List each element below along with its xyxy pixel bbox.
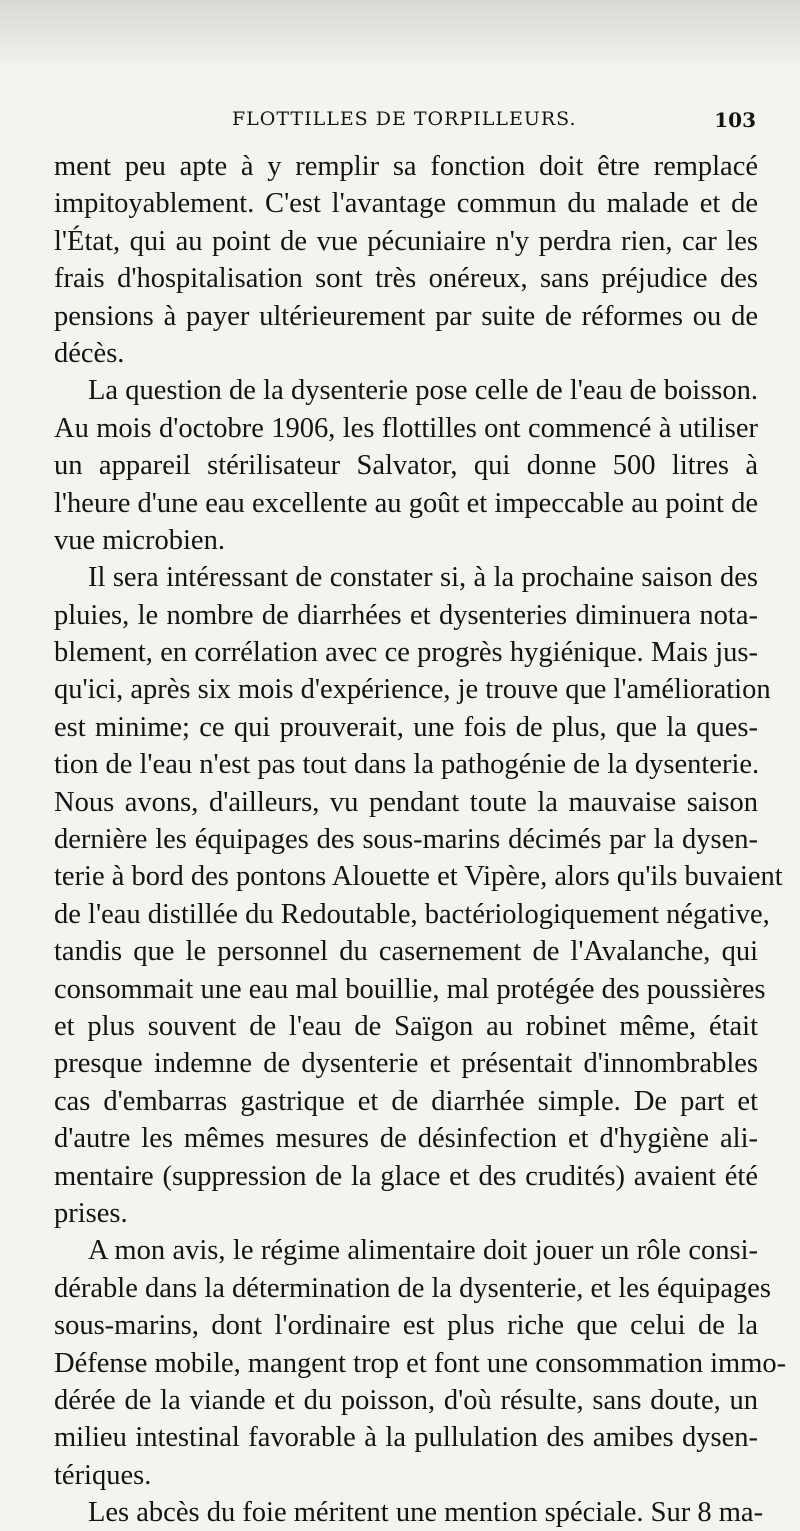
text-line: Au mois d'octobre 1906, les flottilles ont commencé à utiliser [54, 412, 758, 444]
text-line: de l'eau distillée du Redoutable, bactériologiquement négative, [54, 898, 770, 930]
text-line: prises. [54, 1197, 128, 1229]
text-line: décès. [54, 337, 125, 369]
text-line: l'heure d'une eau excellente au goût et impeccable au point de [54, 487, 758, 519]
text-line: est minime; ce qui prouverait, une fois de plus, que la ques- [54, 711, 758, 743]
body-text [54, 148, 787, 1531]
paragraph-start-line: Les abcès du foie méritent une mention spéciale. Sur 8 ma- [88, 1497, 764, 1529]
text-line: ment peu apte à y remplir sa fonction doit être remplacé [54, 151, 758, 182]
paragraph-start-line: La question de la dysenterie pose celle de l'eau de boisson. [88, 375, 758, 407]
paragraph-start-line: Il sera intéressant de constater si, à la prochaine saison des [88, 562, 758, 594]
text-line: pensions à payer ultérieurement par suite de réformes ou de [54, 300, 758, 332]
text-line: un appareil stérilisateur Salvator, qui donne 500 litres à [54, 450, 758, 482]
text-line: consommait une eau mal bouillie, mal protégée des poussières [54, 973, 766, 1005]
text-line: tériques. [54, 1459, 152, 1491]
text-line: Nous avons, d'ailleurs, vu pendant toute la mauvaise saison [54, 786, 758, 818]
text-line: dernière les équipages des sous-marins décimés par la dysen- [54, 824, 758, 856]
text-line: terie à bord des pontons Alouette et Vipère, alors qu'ils buvaient [54, 861, 783, 893]
text-line: tion de l'eau n'est pas tout dans la pathogénie de la dysenterie. [54, 749, 760, 781]
text-line: mentaire (suppression de la glace et des crudités) avaient été [54, 1160, 758, 1192]
text-line: cas d'embarras gastrique et de diarrhée simple. De part et [54, 1085, 758, 1117]
running-header [54, 108, 764, 142]
text-line: et plus souvent de l'eau de Saïgon au robinet même, était [54, 1010, 758, 1042]
text-line: frais d'hospitalisation sont très onéreux, sans préjudice des [54, 263, 758, 295]
page-edge-shadow [0, 0, 800, 70]
text-line: pluies, le nombre de diarrhées et dysenteries diminuera nota- [54, 599, 758, 631]
text-line: qu'ici, après six mois d'expérience, je trouve que l'amélioration [54, 674, 771, 706]
text-line: dérée de la viande et du poisson, d'où résulte, sans doute, un [54, 1384, 758, 1416]
paragraph-start-line: A mon avis, le régime alimentaire doit jouer un rôle consi- [88, 1235, 758, 1267]
text-line: milieu intestinal favorable à la pullulation des amibes dysen- [54, 1422, 758, 1454]
text-line: d'autre les mêmes mesures de désinfection et d'hygiène ali- [54, 1123, 758, 1155]
running-title: FLOTTILLES DE TORPILLEURS. [232, 108, 577, 130]
text-line: presque indemne de dysenterie et présentait d'innombrables [54, 1048, 758, 1080]
text-line: impitoyablement. C'est l'avantage commun du malade et de [54, 188, 758, 220]
text-line: Défense mobile, mangent trop et font une consommation immo- [54, 1347, 787, 1379]
text-line: tandis que le personnel du casernement de l'Avalanche, qui [54, 936, 758, 968]
page-number: 103 [714, 108, 756, 132]
text-line: sous-marins, dont l'ordinaire est plus riche que celui de la [54, 1310, 758, 1342]
text-line: dérable dans la détermination de la dysenterie, et les équipages [54, 1272, 771, 1304]
text-line: blement, en corrélation avec ce progrès hygiénique. Mais jus- [54, 637, 758, 669]
text-line: l'État, qui au point de vue pécuniaire n'y perdra rien, car les [54, 225, 758, 257]
text-line: vue microbien. [54, 524, 225, 556]
